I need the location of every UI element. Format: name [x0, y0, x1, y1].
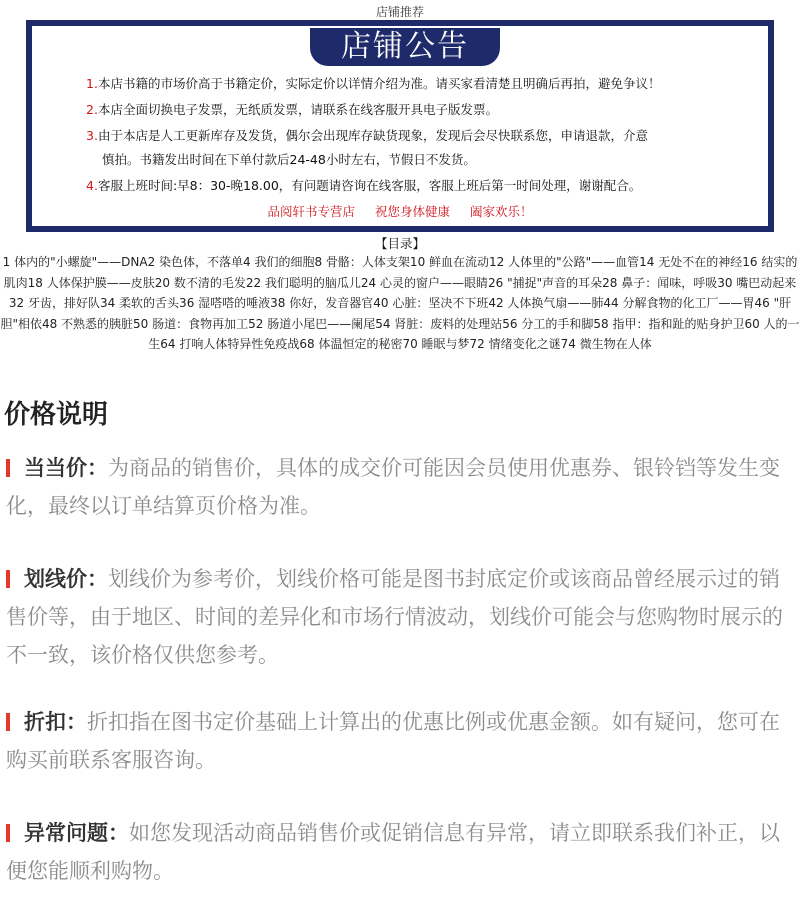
accent-bar: [6, 713, 10, 731]
price-desc: 为商品的销售价，具体的成交价可能因会员使用优惠券、银铃铛等发生变化，最终以订单结算页价格为准。: [6, 456, 780, 518]
price-colon: ：: [87, 567, 108, 591]
notice-item-3: [86, 126, 648, 144]
accent-bar: [6, 459, 10, 477]
notice-item-text: 慎拍。书籍发出时间在下单付款后24-48小时左右，节假日不发货。: [102, 152, 476, 167]
notice-item-4: [86, 176, 641, 194]
notice-item-1: [86, 74, 660, 92]
price-colon: ：: [66, 710, 87, 734]
store-recommend-label: 店铺推荐: [375, 5, 424, 19]
price-colon: ：: [87, 456, 108, 480]
notice-item-number: 1.: [86, 76, 98, 91]
price-desc: 划线价为参考价，划线价格可能是图书封底定价或该商品曾经展示过的销售价等，由于地区、时间的差异化和市场行情波动，划线价可能会与您购物时展示的不一致，该价格仅供您参考。: [6, 567, 783, 667]
price-term: 异常问题: [24, 821, 108, 845]
store-name: 品阅轩书专营店: [267, 204, 355, 219]
notice-item-2: [86, 100, 498, 118]
notice-item-text: 由于本店是人工更新库存及发货，偶尔会出现库存缺货现象，发现后会尽快联系您，申请退款，介意: [97, 128, 648, 143]
store-notice-panel: [26, 20, 774, 232]
toc-title: 【目录】: [374, 236, 425, 251]
price-item-dangdang: [6, 449, 796, 525]
price-term: 折扣: [24, 710, 66, 734]
greeting-health: 祝您身体健康: [374, 204, 450, 219]
accent-bar: [6, 824, 10, 842]
greeting-family: 阖家欢乐！: [469, 204, 533, 219]
notice-item-3-continued: [102, 150, 476, 168]
toc-body: 1 体内的"小螺旋"——DNA2 染色体，不落单4 我们的细胞8 骨骼：人体支架10 鲜血在流动12 人体里的"公路"——血管14 无处不在的神经16 结实的肌肉18 人体保护膜——皮肤20 数不清的毛发22 我们聪明的脑瓜儿24 心灵的窗户——眼睛26 "捕捉"声音的耳朵28 鼻子：闻味，呼吸30 嘴巴动起来32 牙齿，排好队34 柔软的舌头36 湿嗒嗒的唾液38 你好，发音器官40 心脏：坚决不下班42 人体换气扇——肺44 分解食物的化工厂——胃46 "肝胆"相依48 不熟悉的胰脏50 肠道：食物再加工52 肠道小尾巴——阑尾54 肾脏：废料的处理站56 分工的手和脚58 指甲：指和趾的贴身护卫60 人的一生64 打响人体特异性免疫战68 体温恒定的秘密70 睡眠与梦72 情绪变化之谜74 微生物在人体: [0, 255, 800, 351]
accent-bar: [6, 570, 10, 588]
notice-item-number: 3.: [86, 128, 98, 143]
notice-item-text: 本店书籍的市场价高于书籍定价，实际定价以详情介绍为准。请买家看清楚且明确后再拍，避免争议！: [97, 76, 661, 91]
price-term: 当当价: [24, 456, 87, 480]
price-desc: 如您发现活动商品销售价或促销信息有异常，请立即联系我们补正，以便您能顺利购物。: [6, 821, 780, 883]
notice-item-number: 4.: [86, 178, 98, 193]
price-heading: 价格说明: [4, 400, 109, 430]
notice-title: 店铺公告: [310, 28, 500, 66]
notice-item-text: 客服上班时间:早8：30-晚18.00，有问题请咨询在线客服，客服上班后第一时间处理，谢谢配合。: [97, 178, 642, 193]
notice-item-text: 本店全面切换电子发票，无纸质发票，请联系在线客服开具电子版发票。: [97, 102, 498, 117]
price-term: 划线价: [24, 567, 87, 591]
price-item-exception: [6, 814, 796, 890]
notice-footer: [32, 202, 768, 220]
price-item-strikethrough: [6, 560, 796, 674]
price-item-discount: [6, 703, 796, 779]
price-colon: ：: [108, 821, 129, 845]
price-desc: 折扣指在图书定价基础上计算出的优惠比例或优惠金额。如有疑问，您可在购买前联系客服咨询。: [6, 710, 780, 772]
notice-item-number: 2.: [86, 102, 98, 117]
